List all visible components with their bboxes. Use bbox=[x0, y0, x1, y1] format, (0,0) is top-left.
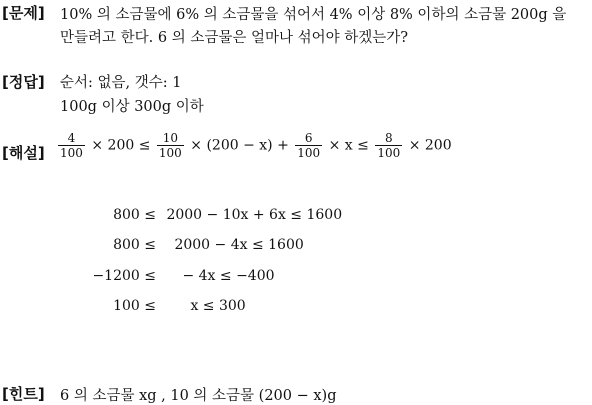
step-right: 2000 − 4x ≤ 1600 bbox=[174, 237, 304, 253]
main-inequality bbox=[56, 131, 452, 160]
solution-step-1 bbox=[86, 207, 342, 223]
explanation-label: [해설] bbox=[2, 144, 45, 162]
solution-step-3 bbox=[86, 268, 275, 284]
fraction-4-over-100: $\frac{4}{100}$ bbox=[60, 131, 83, 160]
inequality-part-3: × x ≤ bbox=[328, 137, 369, 154]
inequality-part-1: × 200 ≤ bbox=[91, 137, 151, 154]
solution-step-2 bbox=[86, 237, 304, 253]
inequality-part-2: × (200 − x) + bbox=[190, 137, 289, 154]
step-left: 800 ≤ bbox=[113, 207, 156, 223]
problem-line-2: 만들려고 한다. 6 의 소금물은 얼마나 섞어야 하겠는가? bbox=[60, 30, 409, 46]
fraction-6-over-100: $\frac{6}{100}$ bbox=[297, 131, 321, 160]
step-right: 2000 − 10x + 6x ≤ 1600 bbox=[166, 207, 343, 223]
problem-label: [문제] bbox=[2, 4, 45, 22]
fraction-10-over-100: $\frac{10}{100}$ bbox=[158, 131, 182, 160]
answer-label: [정답] bbox=[2, 73, 45, 91]
hint-text: 6 의 소금물 xg , 10 의 소금물 (200 − x)g bbox=[60, 388, 337, 404]
step-right: x ≤ 300 bbox=[190, 298, 246, 314]
inequality-part-4: × 200 bbox=[408, 137, 452, 154]
step-left: −1200 ≤ bbox=[92, 268, 156, 284]
answer-line-2: 100g 이상 300g 이하 bbox=[60, 99, 204, 115]
answer-line-1: 순서: 없음, 갯수: 1 bbox=[60, 75, 182, 91]
step-left: 800 ≤ bbox=[113, 237, 156, 253]
hint-label: [힌트] bbox=[2, 385, 45, 403]
problem-line-1: 10% 의 소금물에 6% 의 소금물을 섞어서 4% 이상 8% 이하의 소금물 200g 을 bbox=[60, 7, 567, 23]
step-right: − 4x ≤ −400 bbox=[182, 268, 275, 284]
fraction-8-over-100: $\frac{8}{100}$ bbox=[377, 131, 401, 160]
step-left: 100 ≤ bbox=[113, 298, 156, 314]
solution-step-4 bbox=[86, 298, 246, 314]
